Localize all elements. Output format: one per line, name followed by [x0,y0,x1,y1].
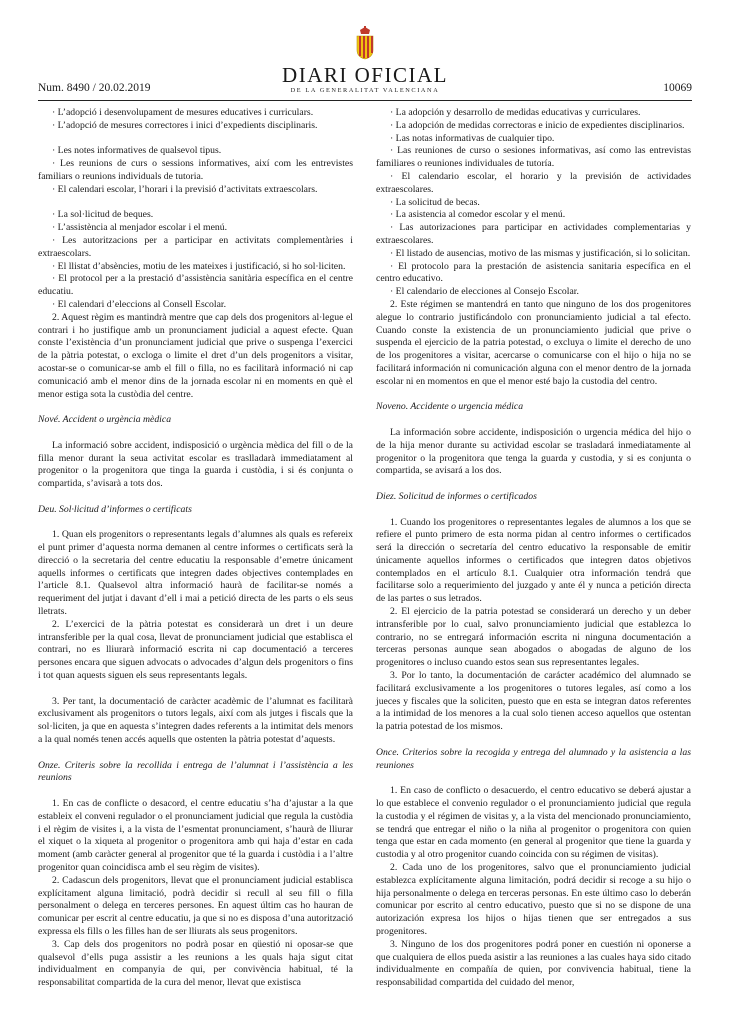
paragraph: · El calendari d’eleccions al Consell Escolar. [52,298,227,310]
paragraph: La informació sobre accident, indisposició o urgència mèdica del fill o de la filla menor durant la seua activitat escolar es traslladarà immediatament al progenitor o la progenitora que tinga la guarda i custòdia, i si és conjunta o compartida, s’avisarà a tots dos. [38,439,353,490]
paragraph: · Les autoritzacions per a participar en activitats complementàries i extraescolars. [38,234,353,259]
masthead [205,26,525,94]
paragraph: 3. Por lo tanto, la documentación de carácter académico del alumnado se facilitará exclusivamente a los progenitores o tutores legales, así como a los jueces y fiscales que la soliciten, puesto que en esta se integran datos referentes a la intimidad de los menores a la cual solo tienen acceso aquellos que ostentan la patria potestad de los mismos. [376,670,691,733]
paragraph: · Las autorizaciones para participar en actividades complementarias y extraescolares. [376,222,691,246]
section-heading: Once. Criterios sobre la recogida y entrega del alumnado y la asistencia a las reuniones [376,746,691,771]
generalitat-crest-icon [352,26,378,60]
paragraph: 1. Cuando los progenitores o representantes legales de alumnos a los que se refiere el punto primero de esta norma pidan al centro informes o certificados será la dirección o secretaría del centro educativo la responsable de emitir únicamente aquellos informes o certificados que integren datos objetivos contemplados en el artículo 8.1. Cualquier otra información tendrá que facilitarse solo a requerimiento del juzgado y ante él y nunca a petición directa de las partes o sus letrados. [376,516,691,605]
paragraph: · L’adopció i desenvolupament de mesures educatives i curriculars. [52,107,314,118]
paragraph: · La adopción y desarrollo de medidas educativas y curriculares. [390,107,641,118]
paragraph: 2. L’exercici de la pàtria potestat es considerarà un dret i un deure intransferible per la qual cosa, llevat de pronunciament judicial que establisca el contrari, no es lliurarà informació escrita ni cap documentació a terceres persones encara que siguen advocats o advocades d’algun dels progenitors o fins i tot quan aquests siguen els seus representants legals. [38,618,353,682]
section-heading: Diez. Solicitud de informes o certificados [376,490,537,502]
issue-number: Num. 8490 / 20.02.2019 [38,82,151,94]
paragraph: 3. Per tant, la documentació de caràcter acadèmic de l’alumnat es facilitarà exclusivament als progenitors o tutors legals, així com als jutges i fiscals que la sol·liciten, ja que en aquesta s’integren dades referents a la intimitat dels menors a la qual només tenen accés aquells que ostenten la pàtria potestat d’aquests. [38,695,353,746]
paragraph: · Las reuniones de curso o sesiones informativas, así como las entrevistas familiares o reuniones individuales de tutoría. [376,145,691,170]
paragraph: 2. Este régimen se mantendrá en tanto que ninguno de los dos progenitores alegue lo contrario justificándolo con pronunciamiento judicial a tal efecto. Cuando conste la existencia de un pronunciamiento judicial que prive o suspenda el ejercicio de la patria potestad, o excluya o limite el derecho de uno de los progenitores a visitar, acercarse o comunicarse con el hijo o hija no se facilitará información ni comunicación alguna con el menor dentro de la jornada escolar ni en momentos en que el menor esté bajo la custodia del centro. [376,298,691,387]
section-heading: Nové. Accident o urgència mèdica [38,414,172,426]
page-header [38,26,692,98]
paragraph: 2. Cadascun dels progenitors, llevat que el pronunciament judicial establisca explícitament alguna limitació, podrà decidir si recull al seu fill o filla personalment o delega en terceres persones. En aquest últim cas ho hauran de comunicar per escrit al centre educatiu, ja que si no es disposa d’una autorització expressa els fills o les filles han de ser lliurats als seus progenitors. [38,874,353,937]
paragraph: · Las notas informativas de cualquier tipo. [390,132,555,144]
paragraph: 3. Cap dels dos progenitors no podrà posar en qüestió ni oposar-se que qualsevol d’ells puga assistir a les reunions a les quals haja sigut citat individualment en companyia de qui, per convivència habitual, té la responsabilitat compartida de la cura del menor, llevat que existisca [38,938,353,989]
section-heading: Onze. Criteris sobre la recollida i entrega de l’alumnat i l’assistència a les reunions [38,759,353,784]
paragraph: 2. El ejercicio de la patria potestad se considerará un derecho y un deber intransferible por lo cual, salvo pronunciamiento judicial que establezca lo contrario, no se entregará información escrita ni ninguna documentación a terceras personas aunque sean abogados o abogadas de alguno de los progenitores o incluso cuando estos sean sus representantes legales. [376,606,691,669]
page-number: 10069 [663,82,692,94]
paragraph: 2. Cada uno de los progenitores, salvo que el pronunciamiento judicial establezca explícitamente alguna limitación, podrá decidir si recoge a su hijo o hija personalmente o delega en terceras personas. En este último caso lo deberán comunicar por escrito al centro educativo, puesto que si no se dispone de una autorización expresa los hijos o hijas tienen que ser entregados a sus progenitores. [376,862,691,937]
paragraph: · El protocolo para la prestación de asistencia sanitaria específica en el centro educativo. [376,260,691,285]
valencian-column [38,107,353,990]
paragraph: 1. Quan els progenitors o representants legals d’alumnes als quals es refereix el punt primer d’aquesta norma demanen al centre informes o certificats serà la direcció o la secretaria del centre educatiu la responsable d’emetre únicament aquells informes o certificats que integren dades objectives contemplades en l’article 8.1. Qualsevol altra informació haurà de facilitar-se només a requeriment del jutjat i davant d’ell i mai a petició directa de les parts o els seus lletrats. [38,529,353,618]
paragraph: La información sobre accidente, indisposición o urgencia médica del hijo o de la hija menor durante su actividad escolar se trasladará inmediatamente al progenitor o la progenitora que tenga la guarda y custodia, y si es conjunta o compartida, se avisará a los dos. [376,426,691,477]
paragraph: · El calendari escolar, l’horari i la previsió d’activitats extraescolars. [52,183,318,195]
paragraph: 1. En cas de conflicte o desacord, el centre educatiu s’ha d’ajustar a la que estableix el conveni regulador o el pronunciament judicial que regula la custòdia i el règim de visites i, a la vista de l’esmentat pronunciament, s’haurà de lliurar el xiquet o la xiqueta al progenitor o progenitora amb qui haja d’estar en cada moment (amb caràcter general al progenitor que té la guarda i custòdia i a l’altre progenitor quan coincidisca amb el seu règim de visites). [38,798,353,874]
paragraph: · L’assistència al menjador escolar i el menú. [52,222,228,234]
paragraph: 1. En caso de conflicto o desacuerdo, el centro educativo se deberá ajustar a lo que establece el convenio regulador o el pronunciamiento judicial que regula la custodia y el régimen de visitas y, a la vista del mencionado pronunciamiento, se tendrá que entregar el niño o la niña al progenitor o progenitora con quien tenga que estar en cada momento (en general al progenitor que tiene la guarda y custodia y al otro progenitor cuando coincida con su régimen de visitas). [376,785,691,861]
paragraph: · L’adopció de mesures correctores i inici d’expedients disciplinaris. [52,119,318,131]
paragraph: · El llistat d’absències, motiu de les mateixes i justificació, si ho sol·liciten. [52,260,346,272]
paragraph: · La sol·licitud de beques. [52,209,154,221]
paragraph: · La adopción de medidas correctoras e inicio de expedientes disciplinarios. [390,119,685,131]
paragraph: · El listado de ausencias, motivo de las mismas y justificación, si lo solicitan. [390,247,691,259]
header-rule [38,100,692,101]
paragraph: · Les notes informatives de qualsevol tipus. [52,145,222,157]
section-heading: Deu. Sol·licitud d’informes o certificats [38,503,192,515]
spanish-column [376,107,691,990]
paragraph: · El calendario escolar, el horario y la previsión de actividades extraescolares. [376,170,691,195]
paragraph: 3. Ninguno de los dos progenitores podrá poner en cuestión ni oponerse a que cualquiera de ellos pueda asistir a las reuniones a las cuales haya sido citado individualmente en compañía de quien, por convivencia habitual, tiene la responsabilidad compartida del cuidado del menor, [376,938,691,989]
journal-title: DIARI OFICIAL [282,63,448,87]
paragraph: · La solicitud de becas. [390,196,480,208]
paragraph: · El calendario de elecciones al Consejo Escolar. [390,286,579,298]
paragraph: 2. Aquest règim es mantindrà mentre que cap dels dos progenitors al·legue el contrari i ho justifique amb un pronunciament judicial a aquest efecte. Quan conste l’existència d’un pronunciament judicial que prive o suspenga l’exercici de la pàtria potestat, o excloga o limite el dret d’un dels progenitors a visitar, acostar-se o comunicar-se amb el fill o filla, no es facilitarà informació ni cap comunicació amb el menor dins de la jornada escolar ni en moments en què el menor estiga sota la custòdia del centre. [38,311,353,400]
paragraph: · Les reunions de curs o sessions informatives, així com les entrevistes familiars o reunions individuals de tutoria. [38,158,353,182]
paragraph: · La asistencia al comedor escolar y el menú. [390,209,566,221]
section-heading: Noveno. Accidente o urgencia médica [376,401,524,413]
journal-subtitle: DE LA GENERALITAT VALENCIANA [290,87,440,94]
paragraph: · El protocol per a la prestació d’assistència sanitària específica en el centre educatiu. [38,273,353,298]
